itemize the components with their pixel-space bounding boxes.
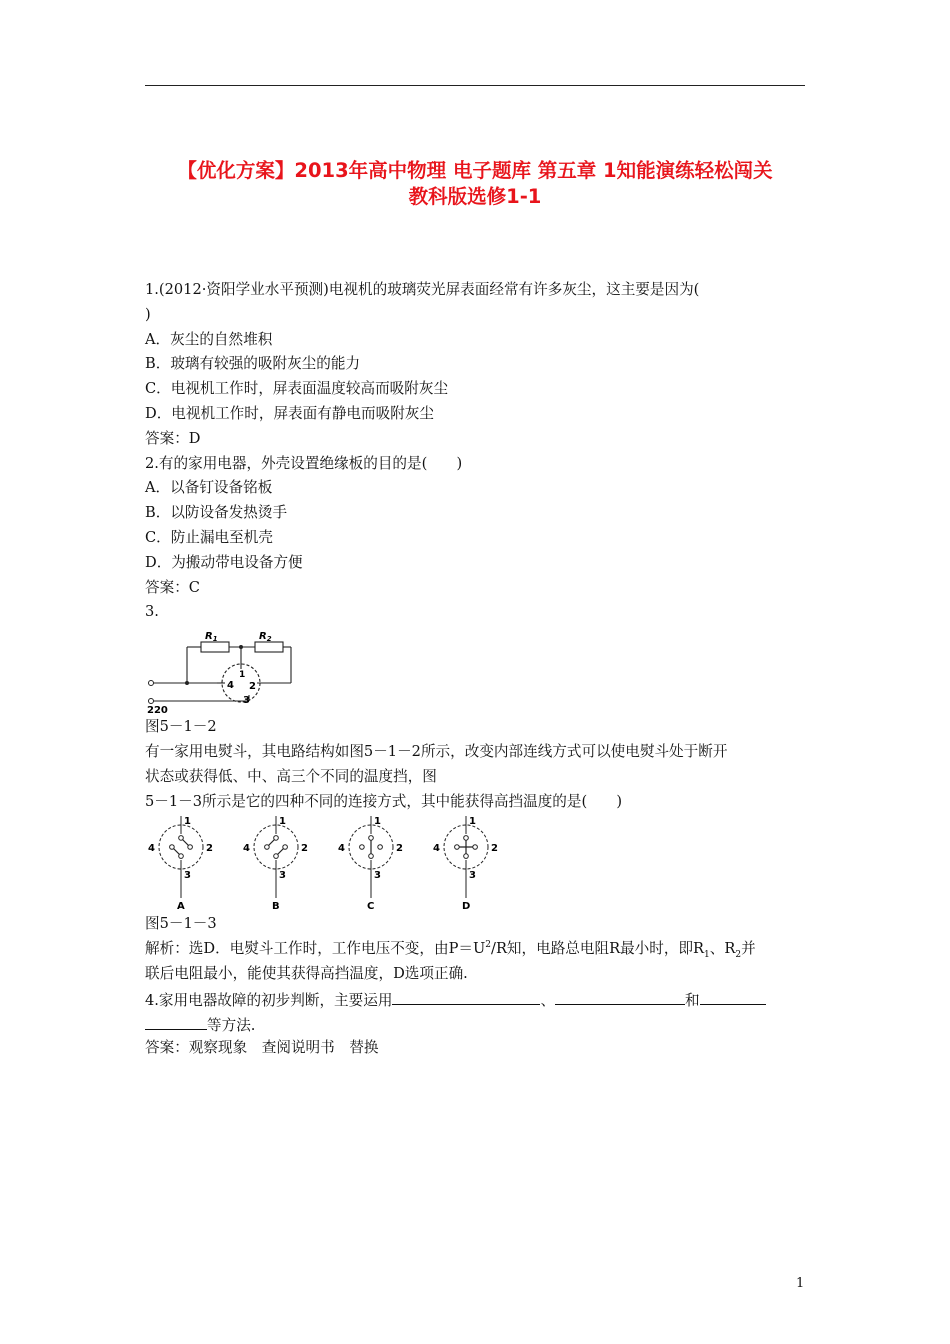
- pin-1-label: 1: [279, 816, 286, 828]
- title-line-1: 【优化方案】2013年高中物理 电子题库 第五章 1知能演练轻松闯关: [177, 159, 773, 182]
- option-b-label: B: [272, 901, 280, 913]
- q1-stem-line2: ): [145, 305, 151, 323]
- r1-label: $R_1$: [205, 631, 218, 644]
- q3-analysis-line2: 联后电阻最小，能使其获得高挡温度，D选项正确.: [145, 964, 468, 982]
- pin-3-label: 3: [184, 870, 191, 882]
- q1-option-c: C．电视机工作时，屏表面温度较高而吸附灰尘: [145, 380, 449, 398]
- q3-text-line1: 有一家用电熨斗，其电路结构如图5－1－2所示，改变内部连线方式可以使电熨斗处于断开: [145, 742, 728, 760]
- option-d-label: D: [462, 901, 471, 913]
- pin-2-label: 2: [206, 843, 213, 855]
- terminal-top: [149, 681, 154, 686]
- figure-5-1-2-caption: 图5－1－2: [145, 718, 217, 736]
- q4-stem-line2: 等方法.: [145, 1012, 810, 1037]
- pin-1-label: 1: [184, 816, 191, 828]
- option-b-diagram: [243, 816, 308, 912]
- blank-3[interactable]: [700, 987, 766, 1005]
- connection-options-diagram: [145, 814, 525, 912]
- document-body: [145, 278, 810, 1061]
- q1-option-a: A．灰尘的自然堆积: [145, 330, 273, 348]
- document-title: [140, 158, 810, 210]
- q3-number: 3.: [145, 603, 159, 621]
- pin-2-label: 2: [249, 681, 256, 693]
- terminal-bottom: [149, 699, 154, 704]
- figure-5-1-3-caption: 图5－1－3: [145, 915, 217, 933]
- q1-option-d: D．电视机工作时，屏表面有静电而吸附灰尘: [145, 404, 434, 422]
- pin-3-label: 3: [279, 870, 286, 882]
- q2-option-b: B．以防设备发热烫手: [145, 504, 288, 522]
- pin-4-label: 4: [243, 843, 250, 855]
- title-line-2: 教科版选修1-1: [408, 185, 542, 208]
- page-number: 1: [796, 1276, 805, 1291]
- pin-1-label: 1: [239, 670, 246, 681]
- pin-4-label: 4: [227, 680, 234, 692]
- pin-4-label: 4: [148, 843, 155, 855]
- q3-text-line2: 状态或获得低、中、高三个不同的温度挡，图: [145, 767, 437, 785]
- option-a-diagram: [148, 816, 213, 912]
- pin-1-label: 1: [469, 816, 476, 828]
- pin-3-label: 3: [469, 870, 476, 882]
- q1-answer: 答案：D: [145, 429, 201, 447]
- option-a-label: A: [177, 901, 185, 913]
- q2-stem: 2.有的家用电器，外壳设置绝缘板的目的是( ): [145, 454, 463, 472]
- blank-3-continued[interactable]: [145, 1012, 207, 1030]
- q2-option-d: D．为搬动带电设备方便: [145, 553, 303, 571]
- q2-option-c: C．防止漏电至机壳: [145, 528, 273, 546]
- pin-3-label: 3: [374, 870, 381, 882]
- pin-3-label: 3: [243, 695, 250, 707]
- pin-2-label: 2: [491, 843, 498, 855]
- option-c-label: C: [367, 901, 375, 913]
- option-c-diagram: [338, 816, 403, 912]
- q1-option-b: B．玻璃有较强的吸附灰尘的能力: [145, 355, 361, 373]
- q1-stem-line1: 1.(2012·资阳学业水平预测)电视机的玻璃荧光屏表面经常有许多灰尘，这主要是因为(: [145, 281, 700, 298]
- pin-1-label: 1: [374, 816, 381, 828]
- circuit-diagram: [145, 625, 345, 715]
- q4-stem-line1: 4.家用电器故障的初步判断，主要运用 、 和: [145, 987, 810, 1012]
- q3-text-line3: 5－1－3所示是它的四种不同的连接方式，其中能获得高挡温度的是( ): [145, 792, 623, 810]
- pin-4-label: 4: [338, 843, 345, 855]
- pin-2-label: 2: [301, 843, 308, 855]
- junction-middle: [239, 645, 243, 649]
- option-d-diagram: [433, 816, 498, 912]
- q3-analysis-line1: 解析：选D．电熨斗工作时，工作电压不变，由$P=U^2/R$知，电路总电阻R最小时，即$R_1$、$R_2$并: [145, 940, 756, 961]
- blank-1[interactable]: [392, 987, 540, 1005]
- pin-2-label: 2: [396, 843, 403, 855]
- blank-2[interactable]: [555, 987, 685, 1005]
- figure-5-1-2: [145, 625, 810, 715]
- q2-answer: 答案：C: [145, 578, 200, 596]
- r2-label: $R_2$: [259, 631, 272, 644]
- header-rule: [145, 85, 805, 86]
- junction-left: [185, 681, 189, 685]
- q4-answer: 答案：观察现象 查阅说明书 替换: [145, 1039, 379, 1057]
- voltage-label: 220: [147, 705, 168, 716]
- q2-option-a: A．以备钉设备铭板: [145, 479, 273, 497]
- figure-5-1-3: [145, 814, 810, 912]
- pin-4-label: 4: [433, 843, 440, 855]
